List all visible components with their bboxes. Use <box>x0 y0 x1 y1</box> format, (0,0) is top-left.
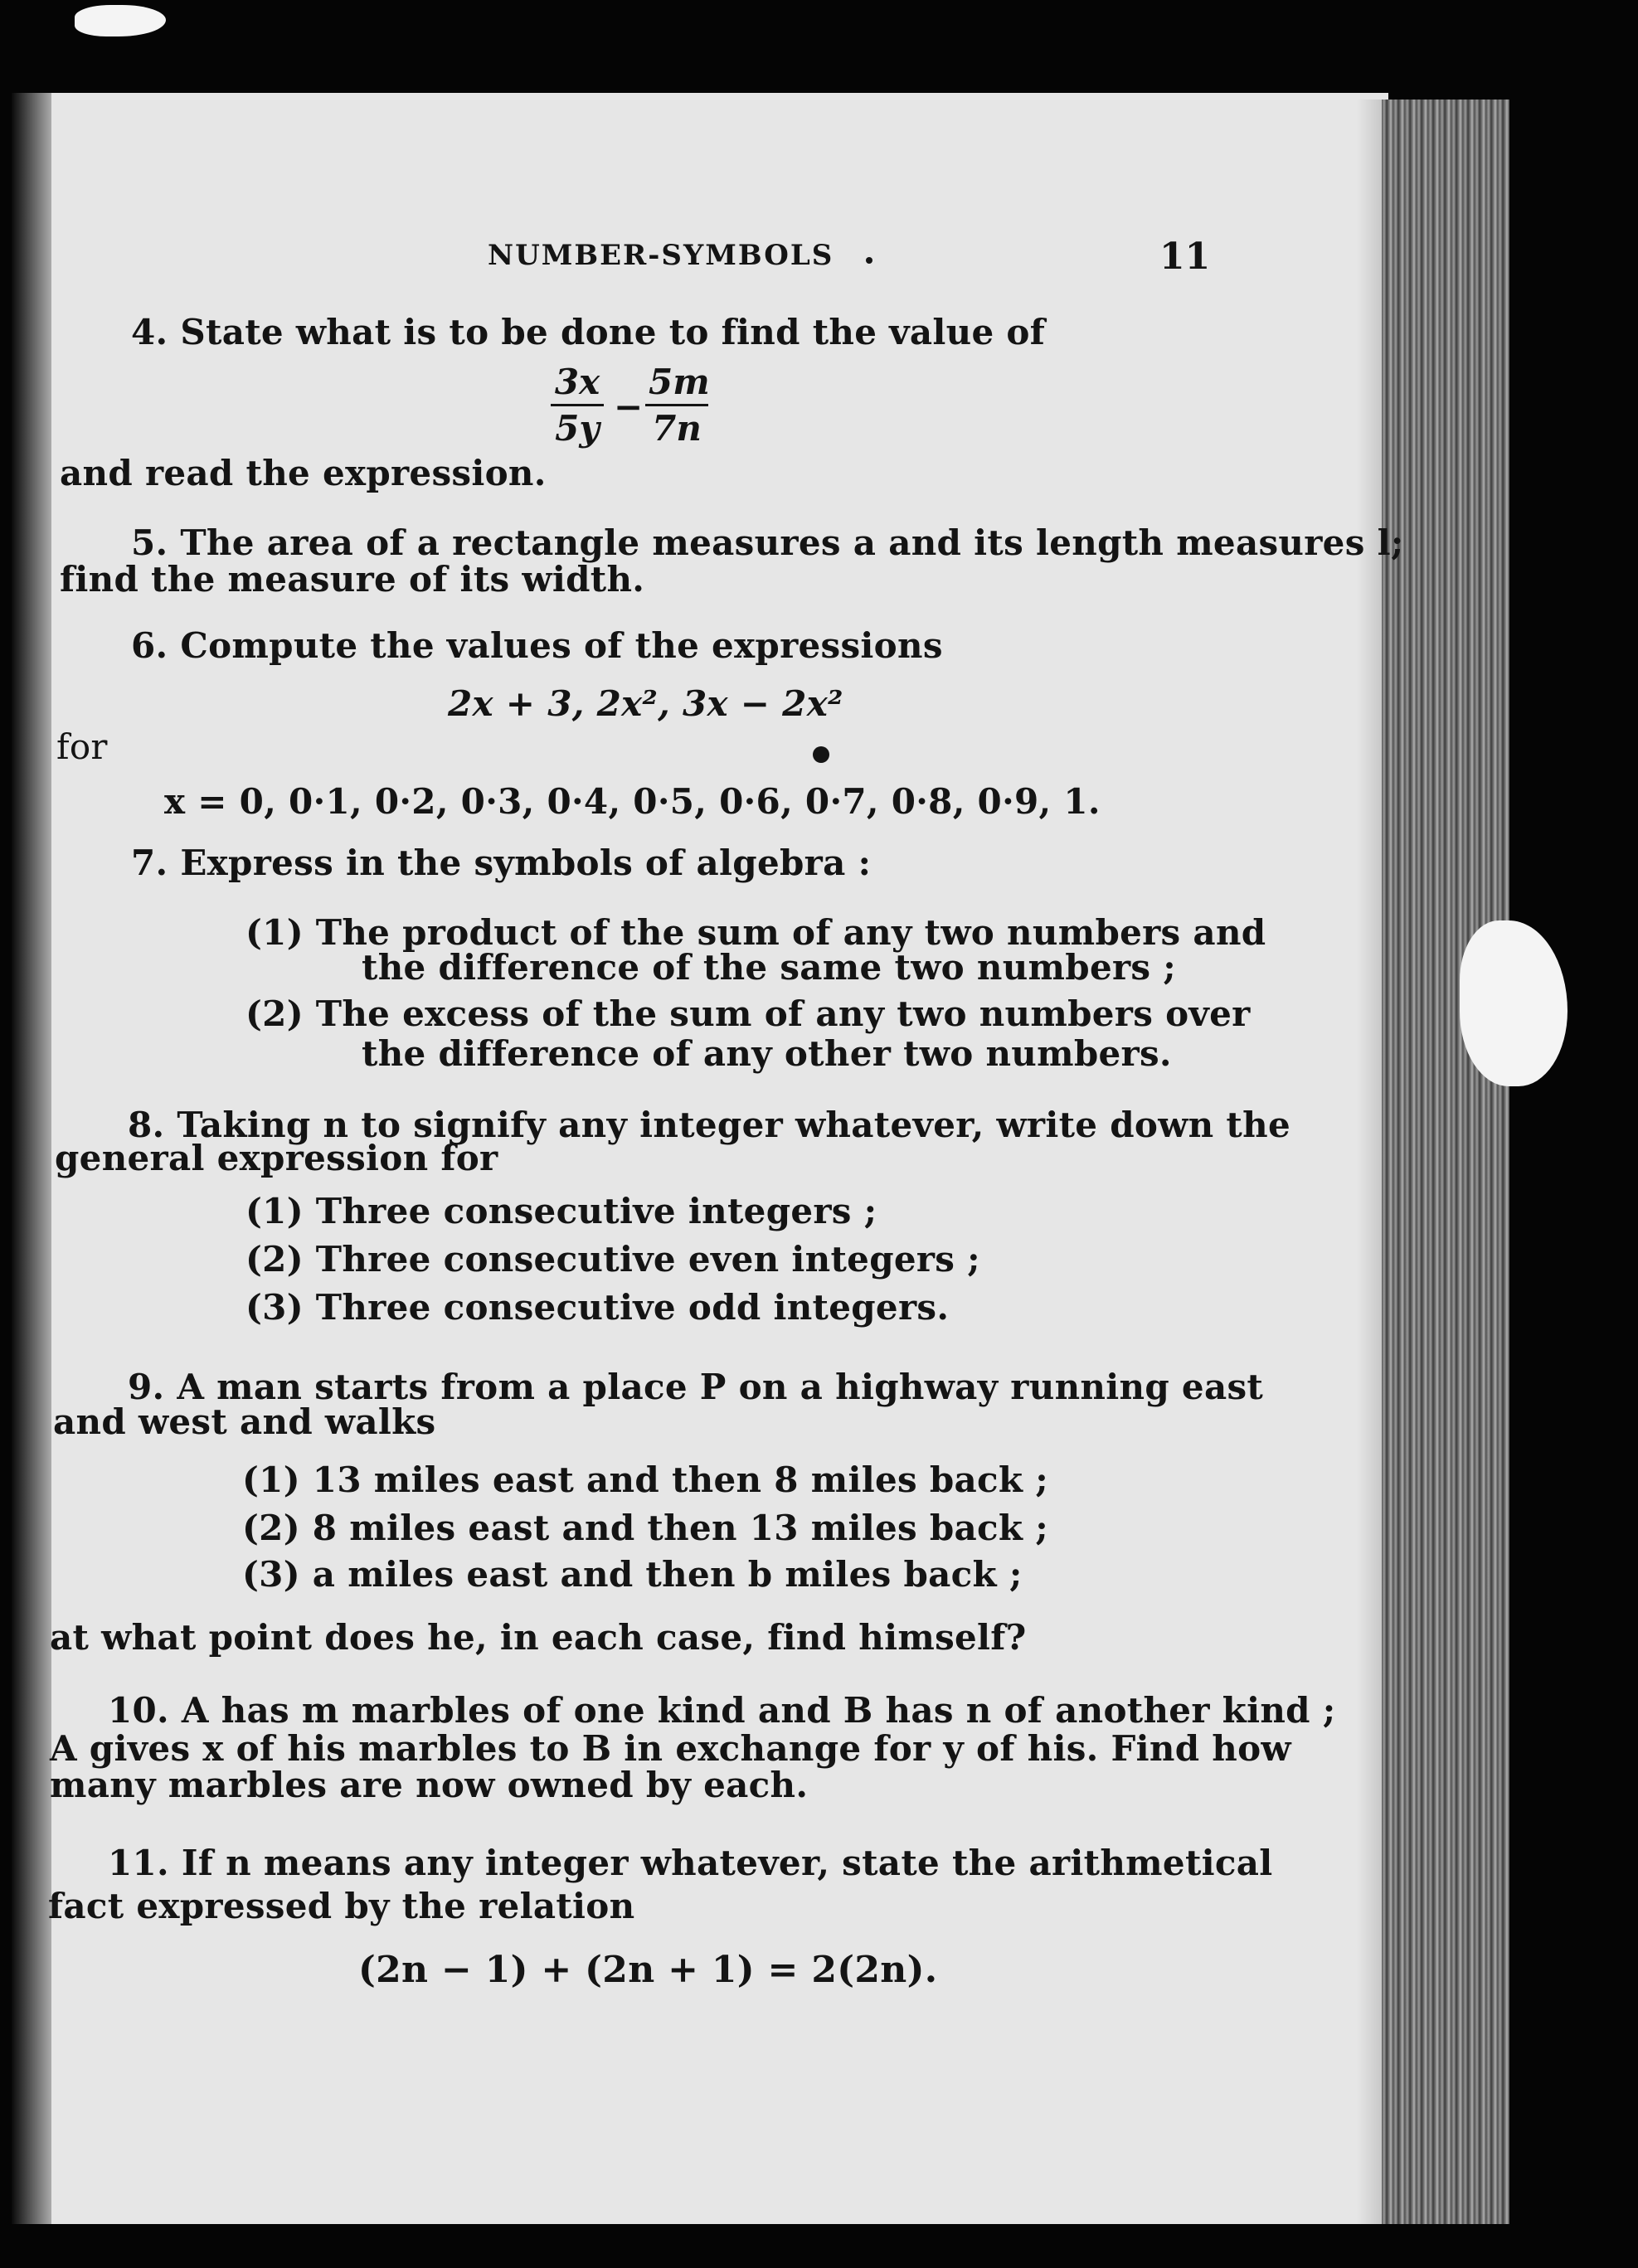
problem-7-item-1-continuation: the difference of the same two numbers ; <box>362 947 1177 988</box>
problem-11-text: 11. If n means any integer whatever, state the arithmetical <box>108 1843 1273 1883</box>
fraction-denominator: 7n <box>652 408 702 449</box>
problem-4-text: 4. State what is to be done to find the value of <box>131 312 1046 352</box>
problem-9-item-3: (3) a miles east and then b miles back ; <box>242 1554 1023 1595</box>
problem-8-item-1: (1) Three consecutive integers ; <box>245 1191 877 1231</box>
minus-sign: − <box>614 386 644 427</box>
problem-11-continuation: fact expressed by the relation <box>48 1886 635 1926</box>
problem-10-text: 10. A has m marbles of one kind and B has n of another kind ; <box>108 1690 1336 1731</box>
scan-artifact-right <box>1460 920 1568 1086</box>
problem-8-continuation: general expression for <box>55 1138 498 1178</box>
problem-9-question: at what point does he, in each case, find himself? <box>50 1617 1027 1658</box>
book-fore-edge <box>1370 100 1509 2224</box>
problem-6-text: 6. Compute the values of the expressions <box>131 625 943 666</box>
problem-4-continuation: and read the expression. <box>60 453 547 493</box>
problem-7-item-2-continuation: the difference of any other two numbers. <box>362 1033 1172 1074</box>
problem-9-continuation: and west and walks <box>53 1401 436 1442</box>
problem-7-item-2: (2) The excess of the sum of any two numbers over <box>245 993 1251 1034</box>
problem-9-item-1: (1) 13 miles east and then 8 miles back ; <box>242 1459 1049 1500</box>
problem-9-item-2: (2) 8 miles east and then 13 miles back ; <box>242 1508 1049 1548</box>
problem-6-expressions: 2x + 3, 2x², 3x − 2x² <box>448 683 843 724</box>
page-edge-highlight <box>1357 100 1382 2224</box>
scan-artifact-top <box>75 5 166 36</box>
problem-8-item-2: (2) Three consecutive even integers ; <box>245 1239 980 1280</box>
problem-5-text: 5. The area of a rectangle measures a and its length measures l; <box>131 522 1404 563</box>
fraction-denominator: 5y <box>555 408 600 449</box>
problem-6-for-label: for <box>56 726 108 767</box>
problem-10-line-3: many marbles are now owned by each. <box>50 1765 809 1805</box>
fraction-5m-over-7n <box>645 362 708 449</box>
problem-11-relation: (2n − 1) + (2n + 1) = 2(2n). <box>358 1949 938 1991</box>
problem-8-item-3: (3) Three consecutive odd integers. <box>245 1287 950 1328</box>
running-title: NUMBER-SYMBOLS <box>488 239 834 272</box>
problem-8-text: 8. Taking n to signify any integer whatever, write down the <box>128 1105 1290 1145</box>
problem-6-values: x = 0, 0·1, 0·2, 0·3, 0·4, 0·5, 0·6, 0·7, 0·8, 0·9, 1. <box>164 781 1101 822</box>
header-dot <box>866 257 872 264</box>
problem-10-line-2: A gives x of his marbles to B in exchange for y of his. Find how <box>50 1728 1291 1769</box>
problem-5-continuation: find the measure of its width. <box>60 559 645 600</box>
problem-7-item-1: (1) The product of the sum of any two numbers and <box>245 912 1266 953</box>
fraction-numerator: 5m <box>645 362 708 406</box>
fraction-3x-over-5y <box>551 362 604 449</box>
ink-dot <box>813 746 829 763</box>
fraction-numerator: 3x <box>551 362 604 406</box>
problem-7-text: 7. Express in the symbols of algebra : <box>131 843 872 883</box>
page-number: 11 <box>1159 236 1211 278</box>
problem-9-text: 9. A man starts from a place P on a highway running east <box>128 1367 1264 1407</box>
